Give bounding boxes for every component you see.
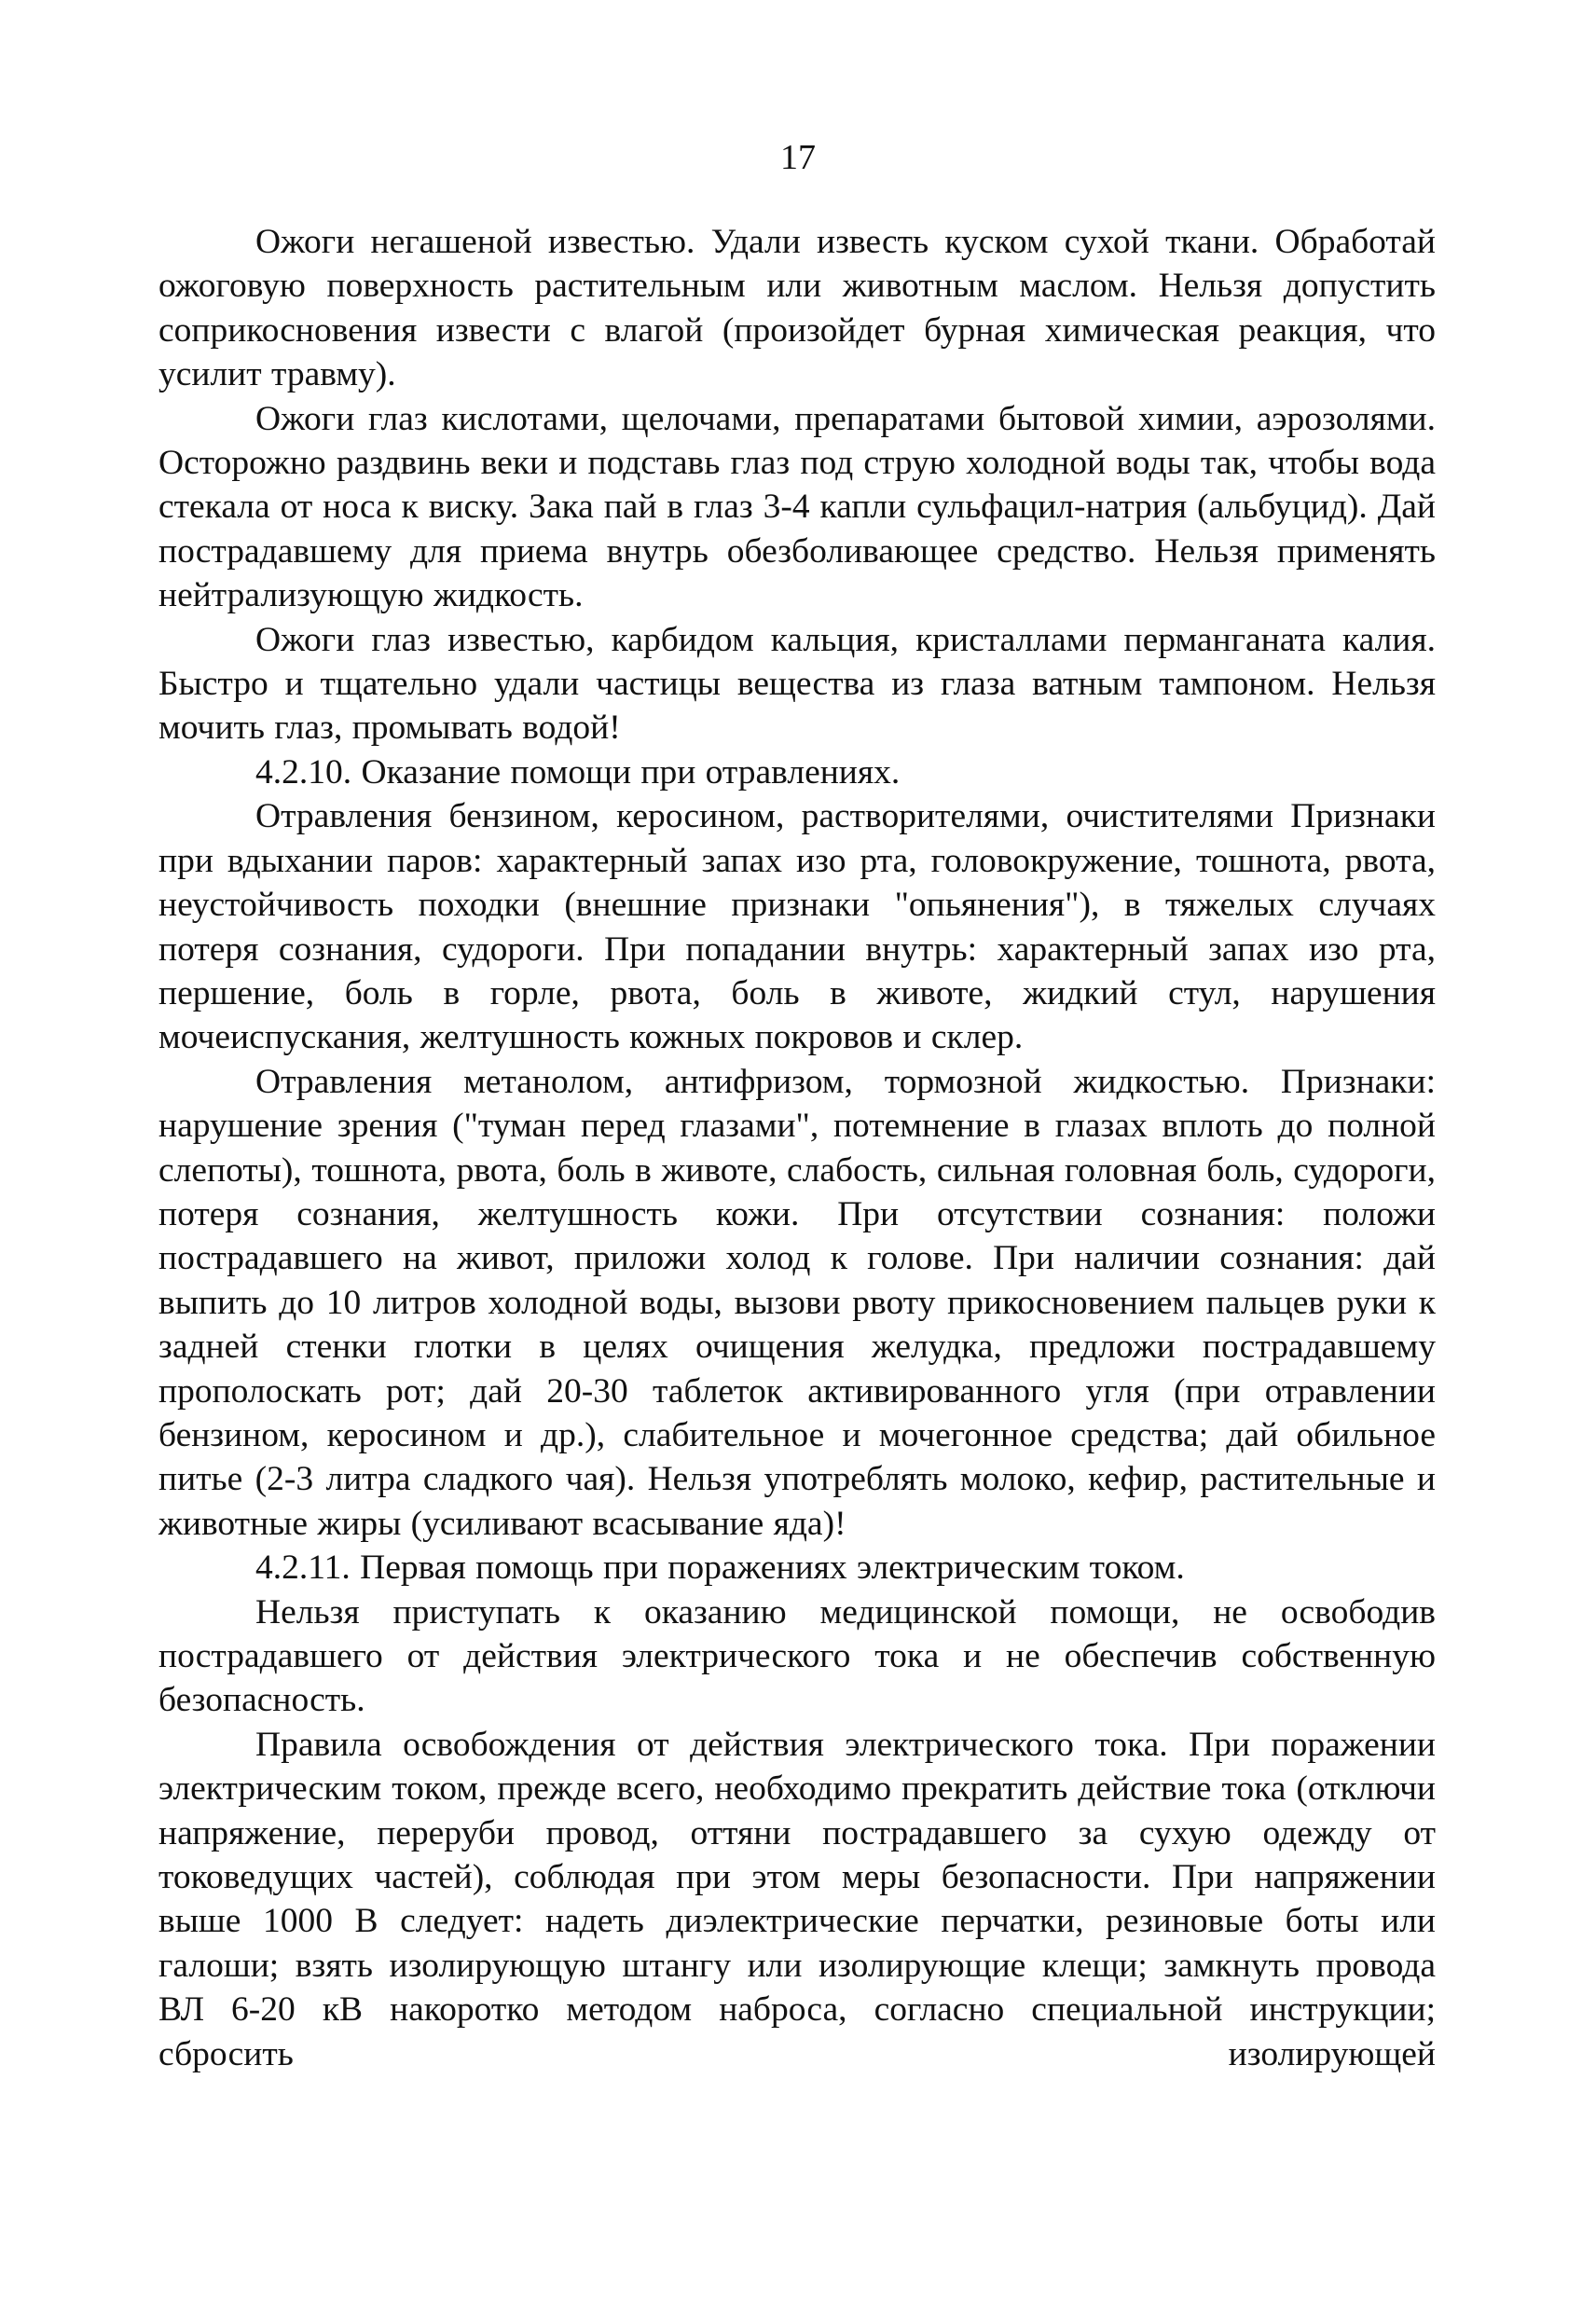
section-heading-electric-shock: 4.2.11. Первая помощь при поражениях электрическим током. [255,1549,1185,1588]
document-body [158,220,1436,2076]
paragraph-electric-safety: Нельзя приступать к оказанию медицинской помощи, не освободив пострадавшего от действия электрического тока и не обеспечив собственную безопасность. [158,1592,1436,1720]
paragraph-eye-burns-lime: Ожоги глаз известью, карбидом кальция, кристаллами перманганата калия. Быстро и тщательно удали частицы вещества из глаза ватным тампоном. Нельзя мочить глаз, промывать водой! [158,620,1436,748]
paragraph-release-rules: Правила освобождения от действия электрического тока. При поражении электрическим током, прежде всего, необходимо прекратить действие тока (отключи напряжение, переруби провод, оттяни пострадавшего за сухую одежду от токоведущих частей), соблюдая при этом меры безопасности. При напряжении выше 1000 В следует: надеть диэлектрические перчатки, резиновые боты или галоши; взять изолирующую штангу или изолирующие клещи; замкнуть провода ВЛ 6-20 кВ накоротко методом наброса, согласно специальной инструкции; сбросить изолирующей [158,1725,1436,2073]
page-number: 17 [780,138,816,177]
paragraph-eye-burns-acids: Ожоги глаз кислотами, щелочами, препаратами бытовой химии, аэрозолями. Осторожно раздвинь веки и подставь глаз под струю холодной воды так, чтобы вода стекала от носа к виску. Зака пай в глаз 3-4 капли сульфацил-натрия (альбуцид). Дай пострадавшему для приема внутрь обезболивающее средство. Нельзя применять нейтрализующую жидкость. [158,399,1436,615]
section-heading-poisoning: 4.2.10. Оказание помощи при отравлениях. [255,752,901,792]
paragraph-lime-burns: Ожоги негашеной известью. Удали известь куском сухой ткани. Обработай ожоговую поверхность растительным или животным маслом. Нельзя допустить соприкосновения извести с влагой (произойдет бурная химическая реакция, что усилит травму). [158,223,1436,394]
paragraph-gasoline-poisoning: Отравления бензином, керосином, растворителями, очистителями Признаки при вдыхании паров: характерный запах изо рта, головокружение, тошнота, рвота, неустойчивость походки (внешние признаки "опьянения"), в тяжелых случаях потеря сознания, судороги. При попадании внутрь: характерный запах изо рта, першение, боль в горле, рвота, боль в животе, жидкий стул, нарушения мочеиспускания, желтушность кожных покровов и склер. [158,797,1436,1057]
paragraph-methanol-poisoning: Отравления метанолом, антифризом, тормозной жидкостью. Признаки: нарушение зрения ("туман перед глазами", потемнение в глазах вплоть до полной слепоты), тошнота, рвота, боль в животе, слабость, сильная головная боль, судороги, потеря сознания, желтушность кожи. При отсутствии сознания: положи пострадавшего на живот, приложи холод к голове. При наличии сознания: дай выпить до 10 литров холодной воды, вызови рвоту прикосновением пальцев руки к задней стенки глотки в целях очищения желудка, предложи пострадавшему прополоскать рот; дай 20-30 таблеток активированного угля (при отравлении бензином, керосином и др.), слабительное и мочегонное средства; дай обильное питье (2-3 литра сладкого чая). Нельзя употреблять молоко, кефир, растительные и животные жиры (усиливают всасывание яда)! [158,1062,1436,1543]
